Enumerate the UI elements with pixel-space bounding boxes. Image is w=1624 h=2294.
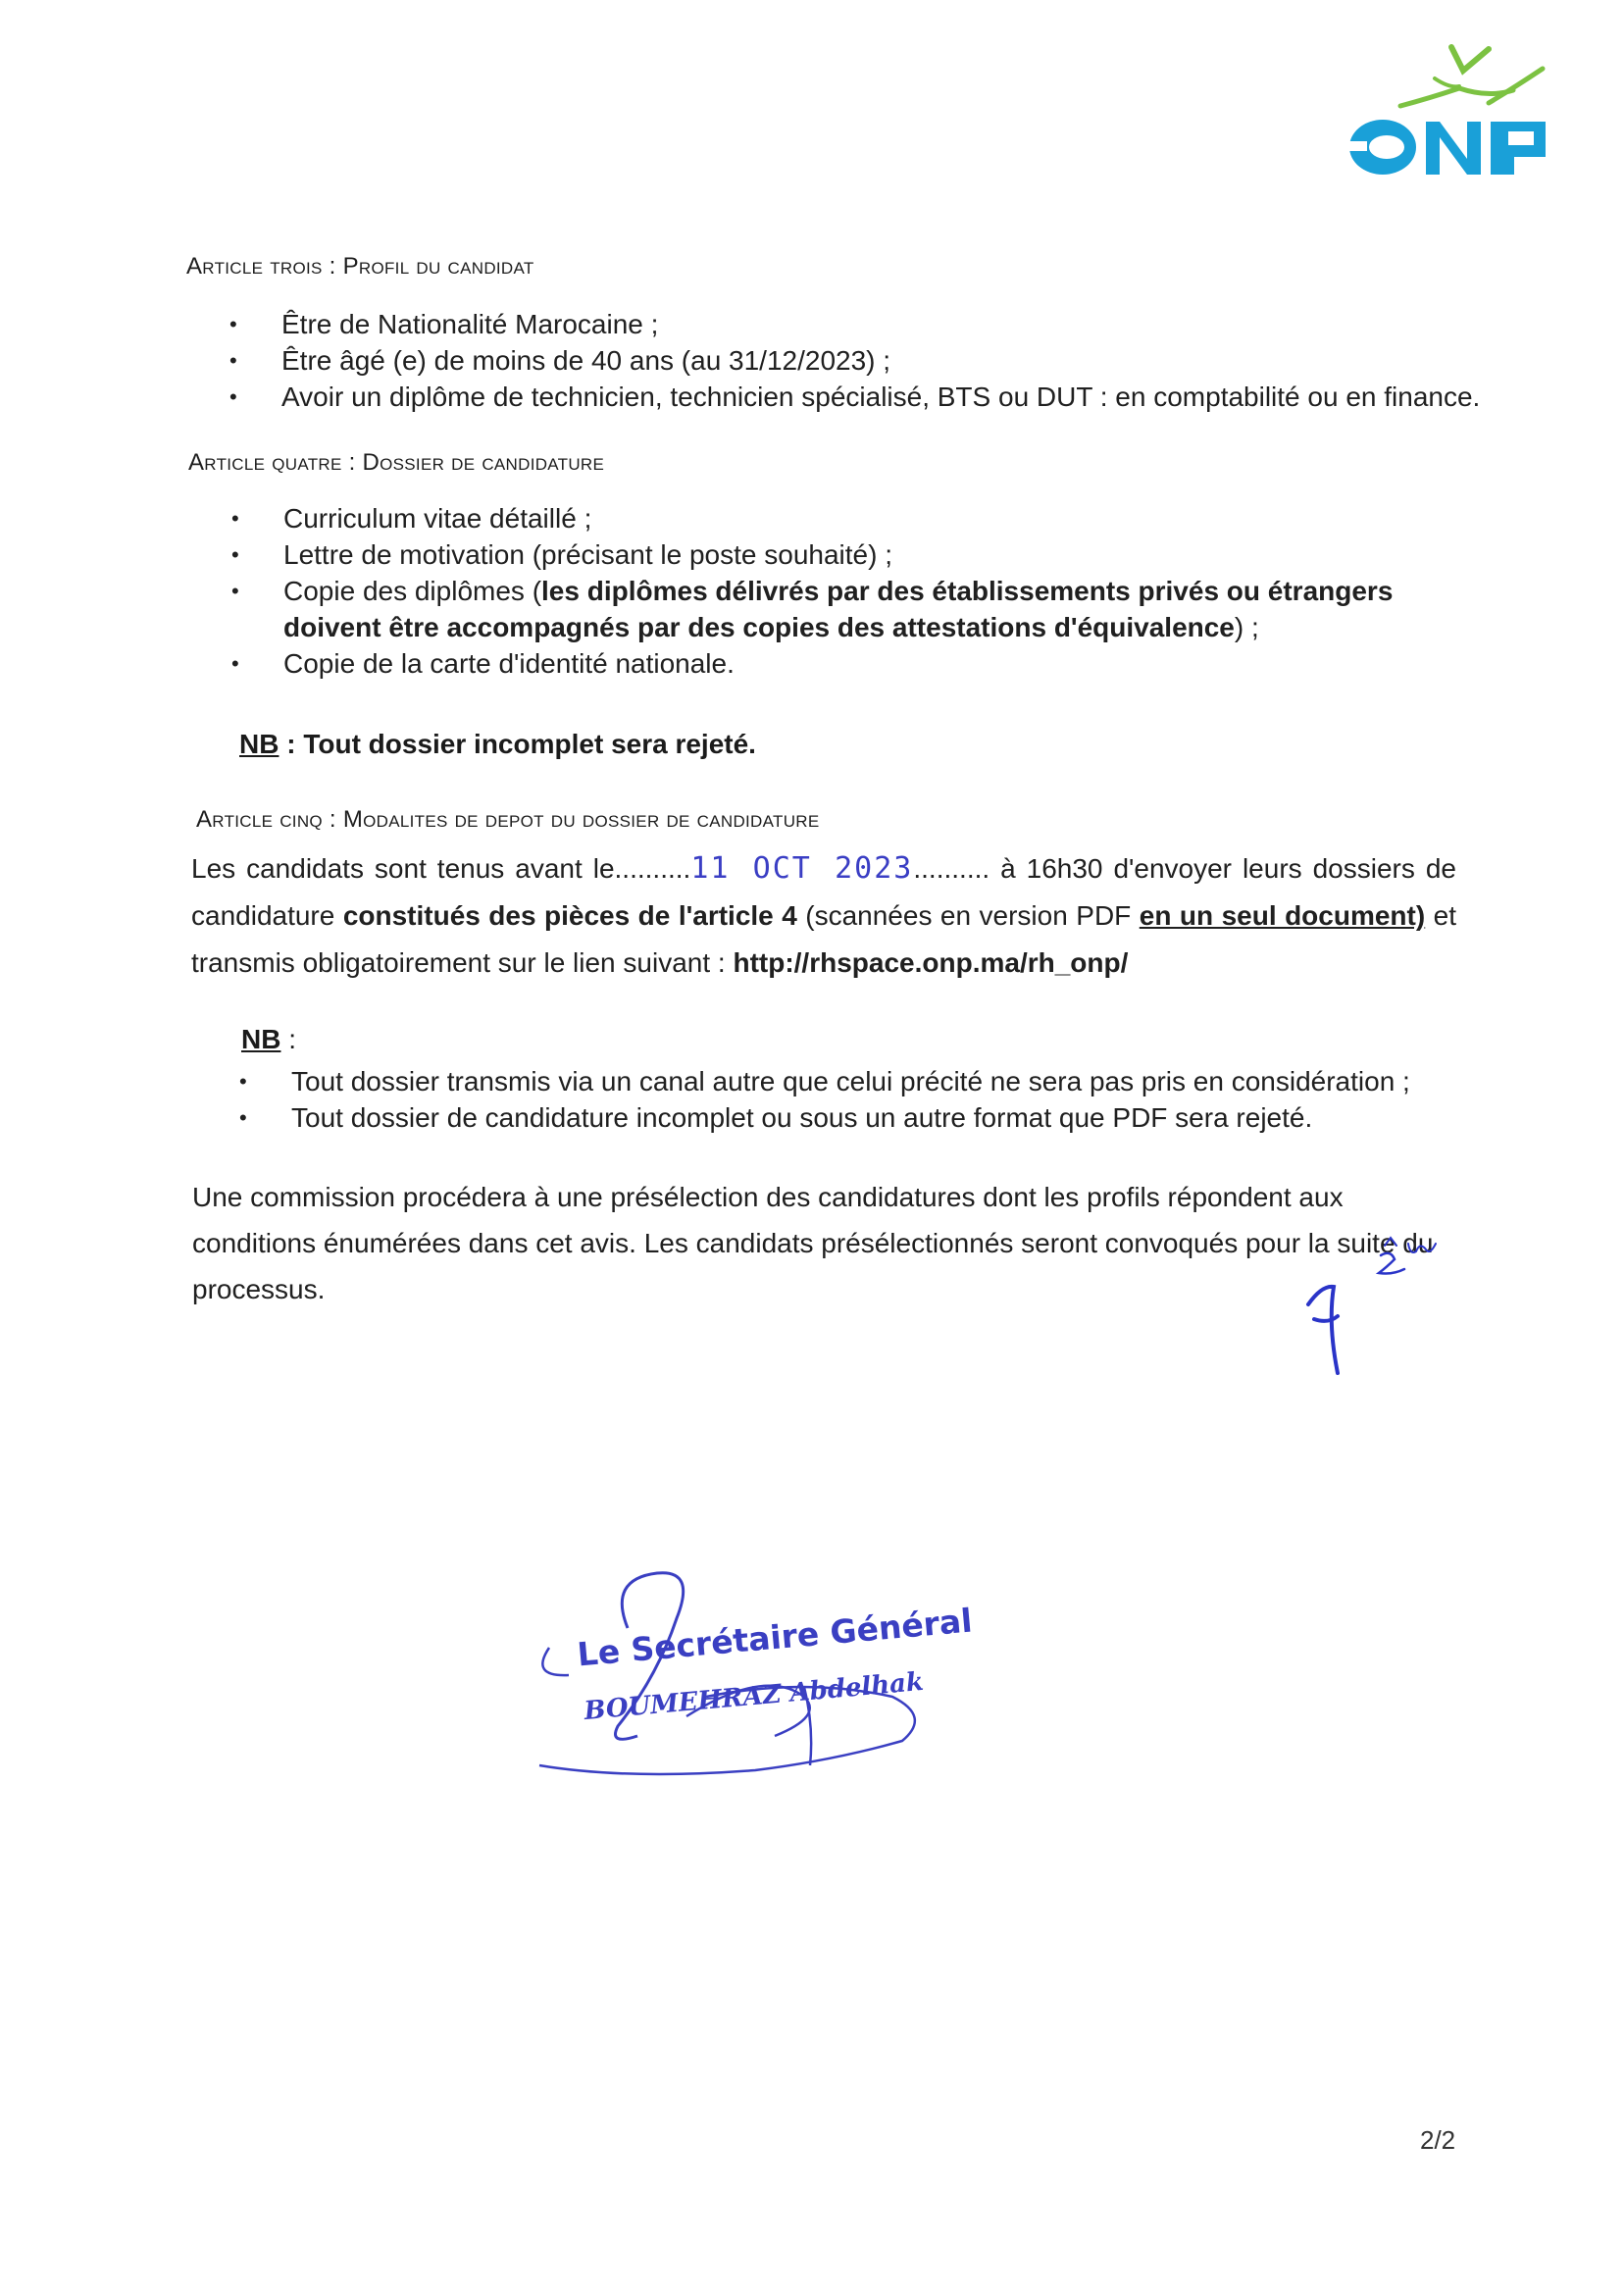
article5-paragraph — [191, 845, 1456, 987]
application-link: http://rhspace.onp.ma/rh_onp/ — [733, 947, 1129, 978]
p-bold1: constitués des pièces de l'article 4 — [342, 900, 797, 931]
item3-pre: Copie des diplômes ( — [283, 576, 542, 606]
list-item: • Copie de la carte d'identité nationale. — [229, 645, 1465, 682]
signature-title: Le Secrétaire Général — [576, 1601, 974, 1674]
list-item: • Être de Nationalité Marocaine ; — [228, 306, 1502, 342]
p-part2: à 16h30 d'envoyer leurs dossiers de candidature — [191, 853, 1456, 931]
p-part4: et transmis obligatoirement sur le lien suivant : — [191, 900, 1457, 978]
onp-logo-graphic — [1342, 29, 1565, 186]
article5-nb-list — [237, 1063, 1463, 1136]
article4-nb — [239, 729, 756, 760]
item3-bold: les diplômes délivrés par des établissements privés ou étrangers doivent être accompagnés par des copies des attestations d'équivalence — [283, 576, 1394, 642]
article3-heading: Article trois : Profil du candidat — [186, 253, 534, 280]
article4-heading: Article quatre : Dossier de candidature — [188, 449, 605, 476]
paraph-signature — [1294, 1226, 1451, 1393]
p-bold2: en un seul document) — [1139, 900, 1426, 931]
p-part1: Les candidats sont tenus avant le — [191, 853, 615, 884]
list-item: • Lettre de motivation (précisant le poste souhaité) ; — [229, 536, 1465, 573]
nb-label: NB — [239, 729, 279, 759]
closing-paragraph: Une commission procédera à une présélection des candidatures dont les profils répondent aux conditions énumérées dans cet avis. Les candidats présélectionnés seront convoqués pour la suite du processus. — [192, 1182, 1434, 1304]
list-item: • Curriculum vitae détaillé ; — [229, 500, 1465, 536]
list-item: • Tout dossier transmis via un canal autre que celui précité ne sera pas pris en considération ; — [237, 1063, 1463, 1099]
article4-list — [229, 500, 1465, 682]
list-item: • Avoir un diplôme de technicien, technicien spécialisé, BTS ou DUT : en comptabilité ou en finance. — [228, 379, 1502, 415]
item3-post: ) ; — [1234, 612, 1259, 642]
list-item — [229, 573, 1465, 645]
nb-label: NB — [241, 1024, 281, 1054]
list-item: • Être âgé (e) de moins de 40 ans (au 31/12/2023) ; — [228, 342, 1502, 379]
p-part3: (scannées en version PDF — [796, 900, 1140, 931]
list-item: • Tout dossier de candidature incomplet ou sous un autre format que PDF sera rejeté. — [237, 1099, 1463, 1136]
nb-text: : Tout dossier incomplet sera rejeté. — [279, 729, 756, 759]
signature-name: BOUMEHRAZ Abdelhak — [583, 1666, 926, 1727]
nb-colon: : — [280, 1024, 297, 1054]
article3-list — [228, 306, 1502, 415]
article5-heading: Article cinq : Modalites de depot du dossier de candidature — [196, 806, 820, 833]
dots1: .......... — [614, 853, 691, 884]
date-stamp: 11 OCT 2023 — [690, 851, 914, 886]
article5-nb — [241, 1024, 296, 1055]
signature-block — [510, 1569, 981, 1785]
dots2: .......... — [913, 853, 990, 884]
onp-logo — [1342, 29, 1565, 186]
page-number: 2/2 — [1420, 2125, 1456, 2155]
